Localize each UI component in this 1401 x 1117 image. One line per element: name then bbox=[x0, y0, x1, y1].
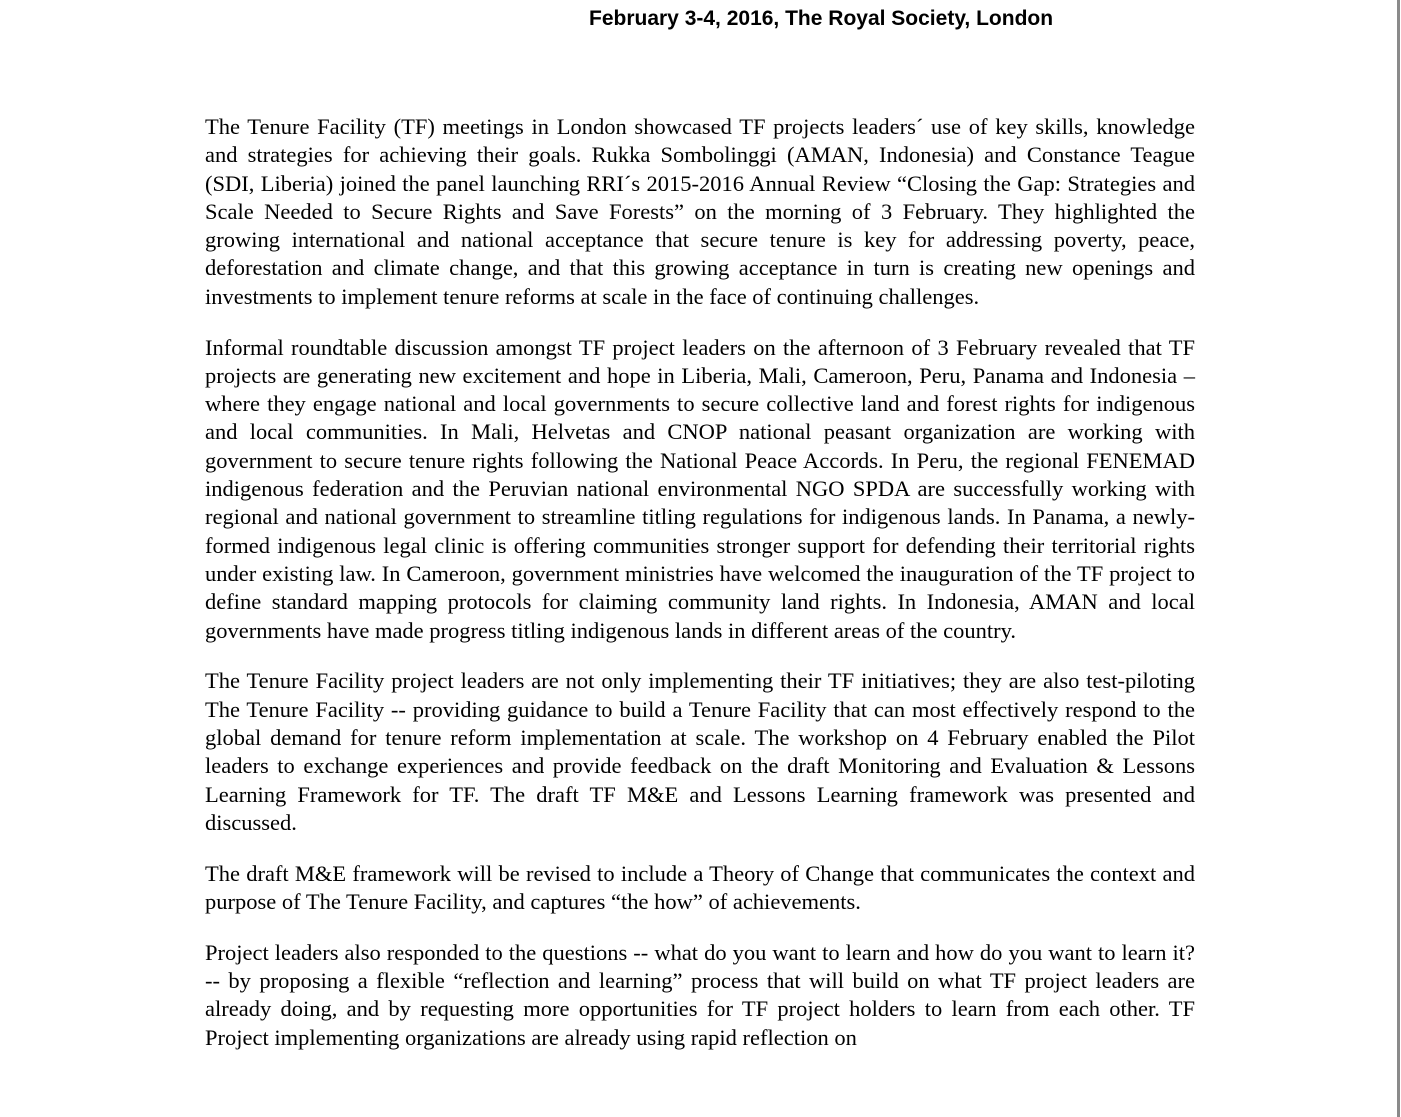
document-body bbox=[205, 113, 1195, 1074]
document-heading: February 3-4, 2016, The Royal Society, London bbox=[589, 7, 1054, 30]
paragraph-2: Informal roundtable discussion amongst TF project leaders on the afternoon of 3 February revealed that TF projects are generating new excitement and hope in Liberia, Mali, Cameroon, Peru, Panama and Indonesia – where they engage national and local governments to secure collective land and forest rights for indigenous and local communities. In Mali, Helvetas and CNOP national peasant organization are working with government to secure tenure rights following the National Peace Accords. In Peru, the regional FENEMAD indigenous federation and the Peruvian national environmental NGO SPDA are successfully working with regional and national government to streamline titling regulations for indigenous lands. In Panama, a newly-formed indigenous legal clinic is offering communities stronger support for defending their territorial rights under existing law. In Cameroon, government ministries have welcomed the inauguration of the TF project to define standard mapping protocols for claiming community land rights. In Indonesia, AMAN and local governments have made progress titling indigenous lands in different areas of the country. bbox=[205, 334, 1195, 643]
paragraph-5: Project leaders also responded to the questions -- what do you want to learn and how do you want to learn it? -- by proposing a flexible “reflection and learning” process that will build on what TF project leaders are already doing, and by requesting more opportunities for TF project holders to learn from each other. TF Project implementing organizations are already using rapid reflection on bbox=[205, 939, 1195, 1050]
paragraph-4: The draft M&E framework will be revised to include a Theory of Change that communicates the context and purpose of The Tenure Facility, and captures “the how” of achievements. bbox=[205, 860, 1195, 914]
paragraph-3: The Tenure Facility project leaders are not only implementing their TF initiatives; they are also test-piloting The Tenure Facility -- providing guidance to build a Tenure Facility that can most effectively respond to the global demand for tenure reform implementation at scale. The workshop on 4 February enabled the Pilot leaders to exchange experiences and provide feedback on the draft Monitoring and Evaluation & Lessons Learning Framework for TF. The draft TF M&E and Lessons Learning framework was presented and discussed. bbox=[205, 668, 1195, 835]
paragraph-1: The Tenure Facility (TF) meetings in London showcased TF projects leaders´ use of key skills, knowledge and strategies for achieving their goals. Rukka Sombolinggi (AMAN, Indonesia) and Constance Teague (SDI, Liberia) joined the panel launching RRI´s 2015-2016 Annual Review “Closing the Gap: Strategies and Scale Needed to Secure Rights and Save Forests” on the morning of 3 February. They highlighted the growing international and national acceptance that secure tenure is key for addressing poverty, peace, deforestation and climate change, and that this growing acceptance in turn is creating new openings and investments to implement tenure reforms at scale in the face of continuing challenges. bbox=[205, 114, 1195, 309]
